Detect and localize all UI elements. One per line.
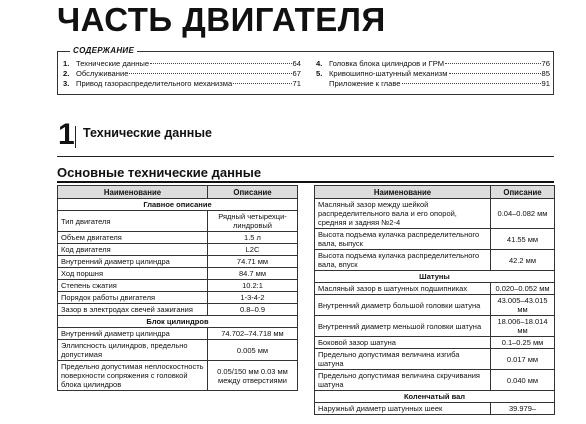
table-group-heading: Главное описание	[58, 199, 298, 211]
toc-leader-dots	[233, 83, 291, 84]
toc-item-page: 67	[292, 69, 301, 78]
spec-value: 0.005 мм	[208, 340, 298, 361]
spec-name: Внутренний диаметр большой головки шатуна	[315, 295, 491, 316]
toc-item	[63, 69, 301, 79]
table-group-heading: Шатуны	[315, 271, 555, 283]
table-row	[315, 295, 555, 316]
spec-name: Тип двигателя	[58, 211, 208, 232]
toc-item-title: Обслуживание	[76, 69, 129, 78]
spec-name: Боковой зазор шатуна	[315, 337, 491, 349]
toc-item-page: 91	[541, 79, 550, 88]
table-row	[58, 328, 298, 340]
spec-value: 10.2:1	[208, 280, 298, 292]
toc-item-title: Кривошипно-шатунный механизм	[329, 69, 448, 78]
spec-name: Предельно допустимая величина скручивания шатуна	[315, 370, 491, 391]
toc-item-number: 5.	[316, 69, 323, 78]
spec-name: Предельно допустимая неплоскостность поверхности сопряжения с головкой блока цилиндров	[58, 361, 208, 391]
column-header-name: Наименование	[58, 186, 208, 199]
toc-item-page: 71	[292, 79, 301, 88]
table-row	[58, 256, 298, 268]
table-row	[315, 199, 555, 229]
spec-value: 0.05/150 мм 0.03 мм между отверстиями	[208, 361, 298, 391]
table-group-row	[58, 316, 298, 328]
spec-value: 0.017 мм	[491, 349, 555, 370]
subsection-title: Основные технические данные	[57, 165, 262, 180]
spec-name: Ход поршня	[58, 268, 208, 280]
table-row	[315, 337, 555, 349]
table-group-row	[315, 271, 555, 283]
spec-table-left	[57, 185, 298, 391]
spec-name: Внутренний диаметр меньшой головки шатуна	[315, 316, 491, 337]
table-group-row	[58, 199, 298, 211]
toc-item-title: Приложение к главе	[329, 79, 401, 88]
spec-value: 0.04–0.082 мм	[491, 199, 555, 229]
spec-value: 74.71 мм	[208, 256, 298, 268]
column-header-name: Наименование	[315, 186, 491, 199]
column-header-description: Описание	[208, 186, 298, 199]
spec-value: 18.006–18.014 мм	[491, 316, 555, 337]
table-row	[315, 403, 555, 415]
table-row	[315, 250, 555, 271]
section-rule	[57, 156, 554, 157]
spec-name: Предельно допустимая величина изгиба шатуна	[315, 349, 491, 370]
spec-name: Объем двигателя	[58, 232, 208, 244]
table-row	[315, 349, 555, 370]
table-row	[315, 229, 555, 250]
spec-table-right	[314, 185, 555, 415]
table-row	[58, 304, 298, 316]
column-header-description: Описание	[491, 186, 555, 199]
toc-item-title: Головка блока цилиндров и ГРМ	[329, 59, 445, 68]
toc-item-number: 3.	[63, 79, 70, 88]
toc-leader-dots	[129, 73, 291, 74]
spec-name: Наружный диаметр шатунных шеек	[315, 403, 491, 415]
spec-value: 84.7 мм	[208, 268, 298, 280]
spec-value: 74.702–74.718 мм	[208, 328, 298, 340]
spec-value: 1.5 л	[208, 232, 298, 244]
toc-item	[63, 79, 301, 89]
table-row	[58, 268, 298, 280]
toc-item-page: 76	[541, 59, 550, 68]
spec-value: 39.979–	[491, 403, 555, 415]
toc-item	[316, 69, 550, 79]
spec-name: Порядок работы двигателя	[58, 292, 208, 304]
table-row	[58, 280, 298, 292]
spec-value: Рядный четырехци-линдровый	[208, 211, 298, 232]
toc-item-page: 64	[292, 59, 301, 68]
toc-item	[316, 79, 550, 89]
spec-name: Внутренний диаметр цилиндра	[58, 256, 208, 268]
table-row	[58, 211, 298, 232]
table-group-heading: Блок цилиндров	[58, 316, 298, 328]
toc-item	[316, 59, 550, 69]
table-row	[315, 283, 555, 295]
subsection-rule	[57, 181, 554, 183]
spec-value: 0.040 мм	[491, 370, 555, 391]
spec-value: 43.005–43.015 мм	[491, 295, 555, 316]
table-row	[58, 361, 298, 391]
chapter-title: ЧАСТЬ ДВИГАТЕЛЯ	[57, 1, 386, 38]
toc-item-title: Привод газораспределительного механизма	[76, 79, 233, 88]
toc-item-page: 85	[541, 69, 550, 78]
table-row	[315, 316, 555, 337]
toc-leader-dots	[402, 83, 541, 84]
toc-item-number: 1.	[63, 59, 70, 68]
spec-name: Эллипсность цилиндров, предельно допустимая	[58, 340, 208, 361]
table-row	[58, 292, 298, 304]
toc-leader-dots	[449, 73, 541, 74]
section-number: 1	[58, 118, 75, 151]
spec-value: 1-3-4-2	[208, 292, 298, 304]
table-row	[58, 340, 298, 361]
toc-label: СОДЕРЖАНИЕ	[70, 46, 137, 55]
spec-value: 41.55 мм	[491, 229, 555, 250]
table-row	[58, 244, 298, 256]
toc-item	[63, 59, 301, 69]
spec-value: 0.1–0.25 мм	[491, 337, 555, 349]
table-row	[58, 232, 298, 244]
toc-leader-dots	[445, 63, 540, 64]
toc-leader-dots	[150, 63, 291, 64]
table-group-row	[315, 391, 555, 403]
spec-name: Высота подъема кулачка распределительного вала, впуск	[315, 250, 491, 271]
toc-column-left	[63, 59, 301, 89]
spec-name: Масляный зазор между шейкой распределительного вала и его опорой, средняя и задняя №2-4	[315, 199, 491, 229]
section-title: Технические данные	[83, 126, 212, 140]
spec-name: Степень сжатия	[58, 280, 208, 292]
spec-name: Зазор в электродах свечей зажигания	[58, 304, 208, 316]
toc-item-number: 4.	[316, 59, 323, 68]
spec-name: Внутренний диаметр цилиндра	[58, 328, 208, 340]
spec-name: Код двигателя	[58, 244, 208, 256]
table-row	[315, 370, 555, 391]
spec-value: 42.2 мм	[491, 250, 555, 271]
table-group-heading: Коленчатый вал	[315, 391, 555, 403]
spec-value: 0.8–0.9	[208, 304, 298, 316]
toc-column-right	[316, 59, 550, 89]
spec-name: Масляный зазор в шатунных подшипниках	[315, 283, 491, 295]
toc-item-number: 2.	[63, 69, 70, 78]
spec-value: 0.020–0.052 мм	[491, 283, 555, 295]
toc-item-title: Технические данные	[76, 59, 150, 68]
spec-name: Высота подъема кулачка распределительного вала, выпуск	[315, 229, 491, 250]
spec-value: L2C	[208, 244, 298, 256]
